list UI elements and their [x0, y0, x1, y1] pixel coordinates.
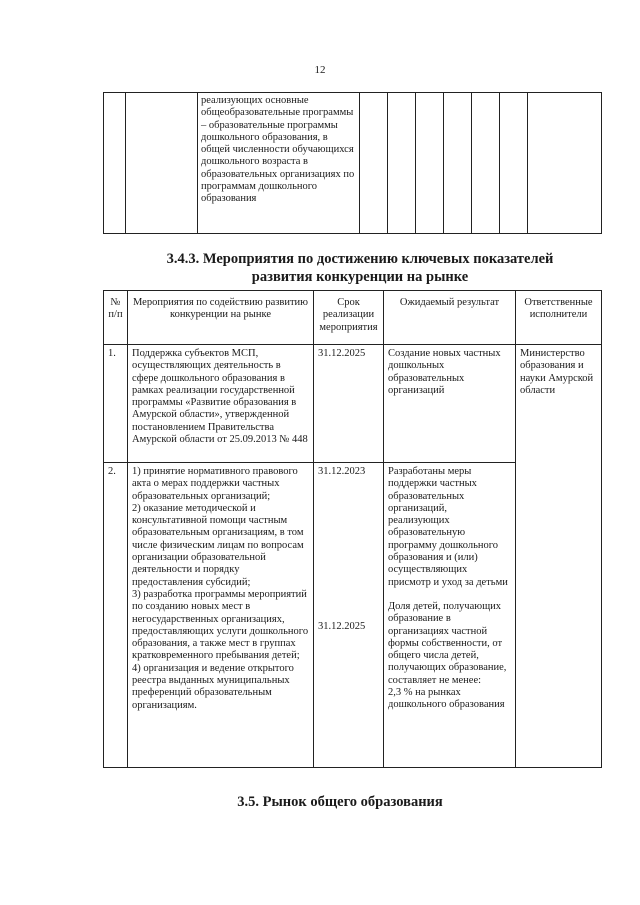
continuation-row [104, 93, 602, 234]
header-result: Ожидаемый результат [384, 291, 516, 345]
section-heading-35: 3.5. Рынок общего образования [237, 794, 443, 810]
cont-cell-value [388, 93, 416, 234]
deadline-1: 31.12.2023 [318, 466, 366, 477]
result-1: Разработаны меры поддержки частных образовательных организаций, реализующих образовательную программу дошкольного образования и (или) осуществляющих присмотр и уход за детьми [388, 466, 508, 588]
cont-cell-value [360, 93, 388, 234]
cont-cell-value [416, 93, 444, 234]
row-num: 2. [104, 463, 128, 768]
deadline-2: 31.12.2025 [318, 621, 366, 633]
cont-cell-value [444, 93, 472, 234]
cont-cell-value [500, 93, 528, 234]
header-measures: Мероприятия по содействию развитию конкуренции на рынке [128, 291, 314, 345]
heading-line: 3.4.3. Мероприятия по достижению ключевых показателей [166, 251, 554, 267]
row-measures: Поддержка субъектов МСП, осуществляющих деятельность в сфере дошкольного образования в рамках реализации государственной программы «Развитие образования в Амурской области», утвержденной постановлением Правительства Амурской области от 25.09.2013 № 448 [128, 345, 314, 463]
row-responsible: Министерство образования и науки Амурской области [516, 345, 602, 768]
row-measures: 1) принятие нормативного правового акта о мерах поддержки частных образовательных организаций; 2) оказание методической и консультативной помощи частным образовательным организациям, в том числе физическим лицам по вопросам организации образовательной деятельности и порядку предоставления субсидий; 3) разработка программы мероприятий по созданию новых мест в негосударственных организациях, предоставляющих услуги дошкольного образования, а также мест в группах кратковременного пребывания детей; 4) организация и ведение открытого реестра выданных муниципальных преференций образовательным организациям. [128, 463, 314, 768]
table-row [104, 345, 602, 463]
cont-cell-value [472, 93, 500, 234]
measures-table [103, 290, 602, 768]
cont-cell-responsible [528, 93, 602, 234]
page-number: 12 [314, 64, 326, 76]
row-deadline [314, 463, 384, 768]
section-heading-343 [80, 250, 640, 286]
row-result: Создание новых частных дошкольных образовательных организаций [384, 345, 516, 463]
header-deadline: Срок реализации мероприятия [314, 291, 384, 345]
row-num: 1. [104, 345, 128, 463]
row-deadline: 31.12.2025 [314, 345, 384, 463]
cont-cell-indicator: реализующих основные общеобразовательные программы – образовательные программы дошкольного образования, в общей численности обучающихся дошкольного возраста в образовательных организациях по программам дошкольного образования [198, 93, 360, 234]
header-responsible: Ответственные исполнители [516, 291, 602, 345]
header-num: № п/п [104, 291, 128, 345]
result-2: Доля детей, получающих образование в организациях частной формы собственности, от общего числа детей, получающих образование, составляет не менее: 2,3 % на рынках дошкольного образования [388, 600, 507, 711]
heading-line: развития конкуренции на рынке [251, 269, 469, 285]
table-header-row [104, 291, 602, 345]
continuation-table [103, 92, 602, 234]
row-result [384, 463, 516, 768]
cont-cell-blank [126, 93, 198, 234]
cont-cell-num [104, 93, 126, 234]
